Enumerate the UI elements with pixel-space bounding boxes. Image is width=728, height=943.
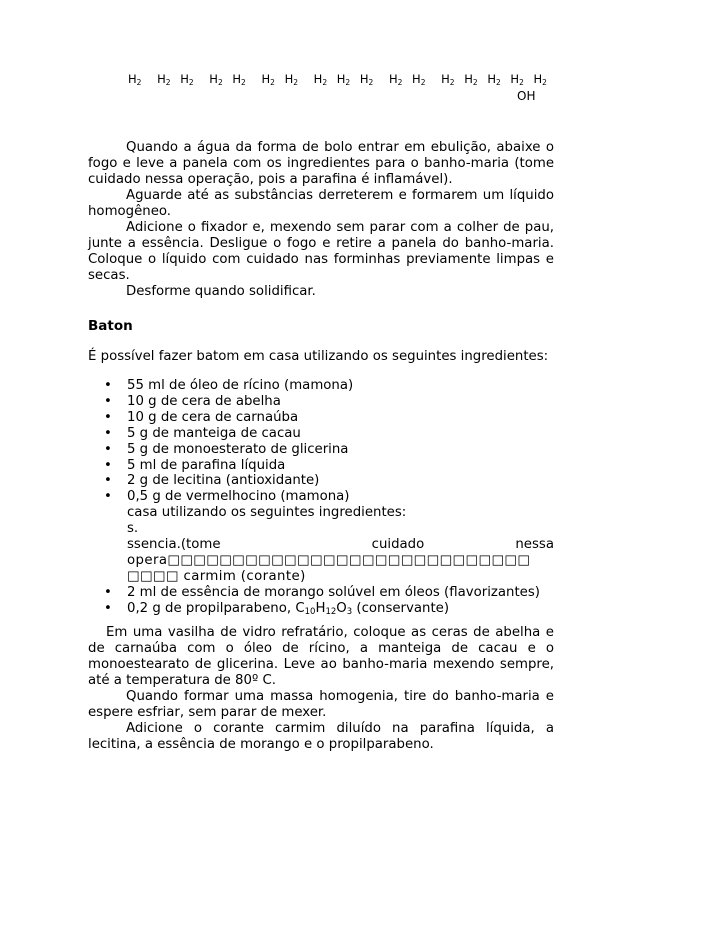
formula-h2: $H_2$: [232, 72, 246, 87]
garbled-line: s.: [127, 521, 139, 537]
list-item: • 0,2 g de propilparabeno, $C_{10}H_{12}O_3$ (conservante): [104, 600, 450, 617]
formula-h2: $H_2$: [510, 72, 524, 87]
list-item: • 5 ml de parafina líquida: [104, 457, 286, 473]
garbled-line: casa utilizando os seguintes ingredientes:: [127, 505, 407, 521]
garbled-line: ssencia.(tome cuidado nessa: [127, 537, 554, 553]
bullet: •: [104, 473, 112, 489]
list-item: • 2 ml de essência de morango solúvel em óleos (flavorizantes): [104, 584, 540, 600]
formula-h2: $H_2$: [128, 72, 142, 87]
list-item: • 5 g de manteiga de cacau: [104, 425, 301, 441]
formula-h2: $H_2$: [336, 72, 351, 87]
formula-h2: $H_2$: [412, 72, 426, 87]
intro-text: É possível fazer batom em casa utilizando os seguintes ingredientes:: [88, 349, 549, 364]
ingredients-list: [88, 378, 554, 621]
bullet: •: [104, 425, 112, 441]
list-item: • 5 g de monoesterato de glicerina: [104, 441, 349, 457]
list-item: • 2 g de lecitina (antioxidante): [104, 473, 320, 489]
paragraph: Adicione o fixador e, mexendo sem parar com a colher de pau, junte a essência. Desligue o fogo e retire a panela do banho-maria. Coloque o líquido com cuidado nas forminhas previamente limpas e secas.: [88, 220, 554, 283]
instructions-bottom: [88, 625, 554, 753]
bullet: •: [104, 441, 112, 457]
formula-h2: $H_2$: [157, 72, 171, 87]
list-item: • 10 g de cera de abelha: [104, 393, 281, 409]
formula-h2: $H_2$: [313, 72, 328, 87]
formula-h2: $H_2$: [441, 72, 455, 87]
bullet: •: [104, 409, 112, 425]
section-heading: Baton: [88, 318, 133, 334]
formula-h2: $H_2$: [284, 72, 298, 87]
formula-h2-row: [128, 72, 553, 87]
paragraph: Em uma vasilha de vidro refratário, coloque as ceras de abelha e de carnaúba com o óleo de rícino, a manteiga de cacau e o monoestearato de glicerina. Leve ao banho-maria mexendo sempre, até a temperatura de 80º C.: [88, 625, 554, 688]
bullet: •: [104, 600, 112, 616]
formula-h2: $H_2$: [180, 72, 194, 87]
paragraph: Quando a água da forma de bolo entrar em ebulição, abaixe o fogo e leve a panela com os ingredientes para o banho-maria (tome cuidado nessa operação, pois a parafina é inflamável).: [88, 140, 554, 187]
bullet: •: [104, 584, 112, 600]
paragraph: Aguarde até as substâncias derreterem e formarem um líquido homogêneo.: [88, 188, 554, 219]
list-item: • 55 ml de óleo de rícino (mamona): [104, 378, 354, 393]
formula-h2: $H_2$: [487, 72, 501, 87]
formula-h2: $H_2$: [209, 72, 223, 87]
garbled-line: opera□□□□□□□□□□□□□□□□□□□□□□□□□□□□: [127, 552, 531, 568]
instructions-top: [88, 140, 554, 300]
formula-h2: $H_2$: [388, 72, 403, 87]
paragraph: Desforme quando solidificar.: [126, 284, 316, 299]
formula-oh: OH: [517, 89, 536, 103]
garbled-line: □□□□ carmim (corante): [127, 568, 306, 584]
list-item: • 0,5 g de vermelhocino (mamona) casa utilizando os seguintes ingredientes: s. ssencia.(tome cuidado nessa opera□□□□□□□□□□□□□□□□□□□□□□□□□□□□ □□□□ carmim (corante): [104, 489, 554, 584]
bullet: •: [104, 457, 112, 473]
formula-h2: $H_2$: [464, 72, 478, 87]
bullet: •: [104, 378, 112, 393]
paragraph: Quando formar uma massa homogenia, tire do banho-maria e espere esfriar, sem parar de mexer.: [88, 689, 554, 720]
formula-h2: $H_2$: [261, 72, 275, 87]
formula-h2: $H_2$: [533, 72, 547, 87]
bullet: •: [104, 489, 112, 505]
paragraph: Adicione o corante carmim diluído na parafina líquida, a lecitina, a essência de morango e o propilparabeno.: [88, 721, 554, 752]
bullet: •: [104, 393, 112, 409]
formula-h2: $H_2$: [359, 72, 374, 87]
list-item: • 10 g de cera de carnaúba: [104, 409, 299, 425]
